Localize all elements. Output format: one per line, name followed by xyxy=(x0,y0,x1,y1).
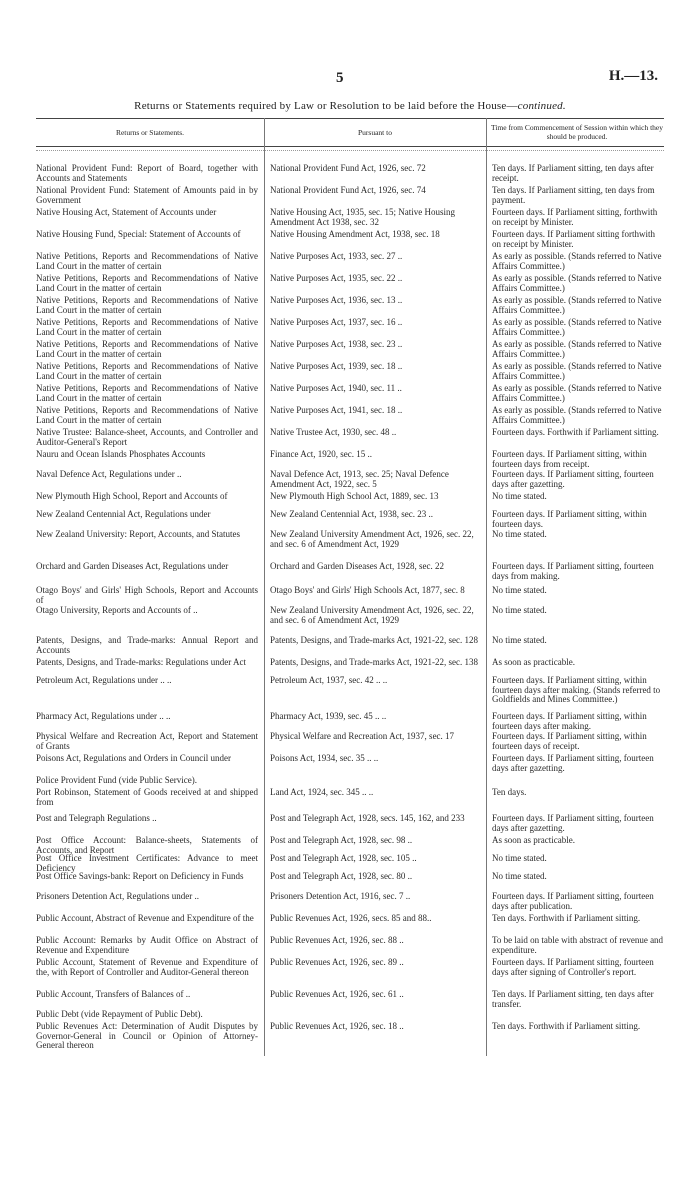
return-cell: Physical Welfare and Recreation Act, Report and Statement of Grants xyxy=(36,731,258,751)
pursuant-cell: Poisons Act, 1934, sec. 35 .. .. xyxy=(270,753,379,763)
pursuant-cell: Physical Welfare and Recreation Act, 1937, sec. 17 xyxy=(270,731,455,741)
time-cell: No time stated. xyxy=(492,491,547,501)
table-row xyxy=(36,274,664,293)
table-row xyxy=(36,186,664,205)
time-cell: Fourteen days. If Parliament sitting, fourteen days after publication. xyxy=(492,891,654,911)
pursuant-cell: Native Housing Act, 1935, sec. 15; Native Housing Amendment Act 1938, sec. 32 xyxy=(270,207,455,227)
return-cell: Public Revenues Act: Determination of Audit Disputes by Governor-General in Council or Opinion of Attorney-General thereon xyxy=(36,1021,258,1051)
return-cell: Post and Telegraph Regulations .. xyxy=(36,813,157,823)
return-cell: Patents, Designs, and Trade-marks: Regulations under Act xyxy=(36,657,246,667)
table-row xyxy=(36,470,664,489)
table-row xyxy=(36,164,664,183)
header-dotted-rule xyxy=(36,150,664,151)
time-cell: No time stated. xyxy=(492,635,547,645)
return-cell: Port Robinson, Statement of Goods received at and shipped from xyxy=(36,787,258,807)
time-cell: No time stated. xyxy=(492,853,547,863)
title-text: Returns or Statements required by Law or Resolution to be laid before the House— xyxy=(134,100,518,112)
return-cell: Post Office Investment Certificates: Advance to meet Deficiency xyxy=(36,853,258,873)
pursuant-cell: New Plymouth High School Act, 1889, sec. 13 xyxy=(270,491,439,501)
table-row xyxy=(36,606,664,625)
header-bottom-rule xyxy=(36,146,664,147)
table-row xyxy=(36,712,664,731)
time-cell: No time stated. xyxy=(492,871,547,881)
time-cell: Fourteen days. If Parliament sitting, within fourteen days from receipt. xyxy=(492,449,647,469)
return-cell: Prisoners Detention Act, Regulations under .. xyxy=(36,891,199,901)
pursuant-cell: Native Purposes Act, 1938, sec. 23 .. xyxy=(270,339,403,349)
table-row xyxy=(36,492,664,502)
table-row xyxy=(36,318,664,337)
return-cell: Post Office Savings-bank: Report on Deficiency in Funds xyxy=(36,871,244,881)
return-cell: Public Account, Abstract of Revenue and Expenditure of the xyxy=(36,913,254,923)
time-cell: Fourteen days. If Parliament sitting forthwith on receipt by Minister. xyxy=(492,229,655,249)
return-cell: Otago Boys' and Girls' High Schools, Report and Accounts of xyxy=(36,585,258,605)
table-row xyxy=(36,754,664,773)
pursuant-cell: Native Purposes Act, 1939, sec. 18 .. xyxy=(270,361,403,371)
return-cell: Patents, Designs, and Trade-marks: Annual Report and Accounts xyxy=(36,635,258,655)
return-cell: National Provident Fund: Report of Board, together with Accounts and Statements xyxy=(36,163,258,183)
column-header-time: Time from Commencement of Session within which they should be produced. xyxy=(491,123,663,141)
time-cell xyxy=(486,1010,664,1020)
return-cell: National Provident Fund: Statement of Amounts paid in by Government xyxy=(36,185,258,205)
column-header-pursuant: Pursuant to xyxy=(358,127,392,137)
pursuant-cell: Public Revenues Act, 1926, sec. 88 .. xyxy=(270,935,404,945)
time-cell xyxy=(486,776,664,786)
table-row xyxy=(36,530,664,549)
time-cell: Ten days. If Parliament sitting, ten days after transfer. xyxy=(492,989,654,1009)
return-cell: Otago University, Reports and Accounts of .. xyxy=(36,605,198,615)
return-cell: Native Petitions, Reports and Recommendations of Native Land Court in the matter of certain xyxy=(36,251,258,271)
table-row xyxy=(36,872,664,882)
pursuant-cell: Native Purposes Act, 1933, sec. 27 .. xyxy=(270,251,403,261)
table-row xyxy=(36,914,664,924)
pursuant-cell: Native Purposes Act, 1936, sec. 13 .. xyxy=(270,295,403,305)
time-cell: Fourteen days. If Parliament sitting, fourteen days after signing of Controller's report. xyxy=(492,957,654,977)
table-row xyxy=(36,428,664,447)
table-row xyxy=(36,1010,664,1020)
table-row xyxy=(36,776,664,786)
time-cell: Ten days. Forthwith if Parliament sitting. xyxy=(492,1021,641,1031)
return-cell: Police Provident Fund (vide Public Service). xyxy=(36,775,197,785)
return-cell: Naval Defence Act, Regulations under .. xyxy=(36,469,182,479)
table-row xyxy=(36,230,664,249)
return-cell: Native Petitions, Reports and Recommendations of Native Land Court in the matter of certain xyxy=(36,317,258,337)
time-cell: Fourteen days. Forthwith if Parliament sitting. xyxy=(492,427,659,437)
time-cell: No time stated. xyxy=(492,529,547,539)
page-number: 5 xyxy=(336,70,344,86)
return-cell: New Plymouth High School, Report and Accounts of xyxy=(36,491,228,501)
pursuant-cell xyxy=(264,776,486,786)
pursuant-cell: Native Purposes Act, 1941, sec. 18 .. xyxy=(270,405,403,415)
time-cell: No time stated. xyxy=(492,605,547,615)
table-row xyxy=(36,658,664,668)
pursuant-cell: Post and Telegraph Act, 1928, secs. 145, 162, and 233 xyxy=(270,813,465,823)
return-cell: Native Trustee: Balance-sheet, Accounts, and Controller and Auditor-General's Report xyxy=(36,427,258,447)
return-cell: Native Petitions, Reports and Recommendations of Native Land Court in the matter of certain xyxy=(36,295,258,315)
pursuant-cell: New Zealand University Amendment Act, 1926, sec. 22, and sec. 6 of Amendment Act, 1929 xyxy=(270,605,474,625)
pursuant-cell: Post and Telegraph Act, 1928, sec. 105 .. xyxy=(270,853,417,863)
pursuant-cell: Public Revenues Act, 1926, sec. 61 .. xyxy=(270,989,404,999)
pursuant-cell: Patents, Designs, and Trade-marks Act, 1921-22, sec. 138 xyxy=(270,657,478,667)
time-cell: Fourteen days. If Parliament sitting, fourteen days after gazetting. xyxy=(492,753,654,773)
time-cell: As early as possible. (Stands referred to Native Affairs Committee.) xyxy=(492,383,662,403)
return-cell: Native Petitions, Reports and Recommendations of Native Land Court in the matter of certain xyxy=(36,361,258,381)
time-cell: As early as possible. (Stands referred to Native Affairs Committee.) xyxy=(492,273,662,293)
return-cell: Public Account, Transfers of Balances of .. xyxy=(36,989,191,999)
table-row xyxy=(36,892,664,911)
time-cell: As soon as practicable. xyxy=(492,657,575,667)
pursuant-cell: Patents, Designs, and Trade-marks Act, 1921-22, sec. 128 xyxy=(270,635,478,645)
time-cell: Ten days. If Parliament sitting, ten days from payment. xyxy=(492,185,655,205)
time-cell: Ten days. Forthwith if Parliament sitting. xyxy=(492,913,641,923)
pursuant-cell: Native Purposes Act, 1940, sec. 11 .. xyxy=(270,383,402,393)
table-row xyxy=(36,362,664,381)
time-cell: Fourteen days. If Parliament sitting, fourteen days after gazetting. xyxy=(492,813,654,833)
table-row xyxy=(36,1022,664,1051)
pursuant-cell: Public Revenues Act, 1926, sec. 18 .. xyxy=(270,1021,404,1031)
time-cell: Fourteen days. If Parliament sitting, within fourteen days. xyxy=(492,509,647,529)
title-continued: continued. xyxy=(517,100,566,112)
time-cell: As early as possible. (Stands referred to Native Affairs Committee.) xyxy=(492,405,662,425)
return-cell: Native Petitions, Reports and Recommendations of Native Land Court in the matter of certain xyxy=(36,273,258,293)
pursuant-cell: Post and Telegraph Act, 1928, sec. 98 .. xyxy=(270,835,413,845)
table-row xyxy=(36,208,664,227)
table-row xyxy=(36,296,664,315)
table-row xyxy=(36,384,664,403)
time-cell: Ten days. xyxy=(492,787,527,797)
table-row xyxy=(36,732,664,751)
return-cell: Native Housing Fund, Special: Statement of Accounts of xyxy=(36,229,241,239)
pursuant-cell: Pharmacy Act, 1939, sec. 45 .. .. xyxy=(270,711,387,721)
time-cell: As early as possible. (Stands referred to Native Affairs Committee.) xyxy=(492,361,662,381)
return-cell: Petroleum Act, Regulations under .. .. xyxy=(36,675,172,685)
table-row xyxy=(36,788,664,807)
return-cell: New Zealand University: Report, Accounts, and Statutes xyxy=(36,529,240,539)
return-cell: Nauru and Ocean Islands Phosphates Accounts xyxy=(36,449,206,459)
table-row xyxy=(36,676,664,705)
pursuant-cell: Public Revenues Act, 1926, sec. 89 .. xyxy=(270,957,404,967)
time-cell: Fourteen days. If Parliament sitting, forthwith on receipt by Minister. xyxy=(492,207,658,227)
pursuant-cell: Petroleum Act, 1937, sec. 42 .. .. xyxy=(270,675,388,685)
time-cell: As early as possible. (Stands referred to Native Affairs Committee.) xyxy=(492,339,662,359)
pursuant-cell: Finance Act, 1920, sec. 15 .. xyxy=(270,449,372,459)
document-code: H.—13. xyxy=(608,68,658,84)
pursuant-cell: Naval Defence Act, 1913, sec. 25; Naval Defence Amendment Act, 1922, sec. 5 xyxy=(270,469,449,489)
time-cell: Fourteen days. If Parliament sitting, within fourteen days after making. (Stands referred to Goldfields and Mines Committee.) xyxy=(492,675,661,705)
time-cell: Ten days. If Parliament sitting, ten days after receipt. xyxy=(492,163,654,183)
table-row xyxy=(36,340,664,359)
return-cell: Public Debt (vide Repayment of Public Debt). xyxy=(36,1009,203,1019)
table-row xyxy=(36,252,664,271)
return-cell: Pharmacy Act, Regulations under .. .. xyxy=(36,711,171,721)
table-row xyxy=(36,450,664,469)
return-cell: Native Petitions, Reports and Recommendations of Native Land Court in the matter of certain xyxy=(36,383,258,403)
table-row xyxy=(36,636,664,655)
pursuant-cell: New Zealand University Amendment Act, 1926, sec. 22, and sec. 6 of Amendment Act, 1929 xyxy=(270,529,474,549)
pursuant-cell: Native Housing Amendment Act, 1938, sec. 18 xyxy=(270,229,440,239)
pursuant-cell: National Provident Fund Act, 1926, sec. 72 xyxy=(270,163,426,173)
return-cell: Native Petitions, Reports and Recommendations of Native Land Court in the matter of certain xyxy=(36,339,258,359)
pursuant-cell: Prisoners Detention Act, 1916, sec. 7 .. xyxy=(270,891,411,901)
time-cell: To be laid on table with abstract of revenue and expenditure. xyxy=(492,935,664,955)
time-cell: As early as possible. (Stands referred to Native Affairs Committee.) xyxy=(492,317,662,337)
pursuant-cell: Land Act, 1924, sec. 345 .. .. xyxy=(270,787,374,797)
table-row xyxy=(36,958,664,977)
time-cell: As early as possible. (Stands referred to Native Affairs Committee.) xyxy=(492,251,662,271)
column-header-returns: Returns or Statements. xyxy=(115,127,185,137)
table-row xyxy=(36,586,664,605)
time-cell: As soon as practicable. xyxy=(492,835,575,845)
time-cell: No time stated. xyxy=(492,585,547,595)
return-cell: Poisons Act, Regulations and Orders in Council under xyxy=(36,753,231,763)
pursuant-cell: National Provident Fund Act, 1926, sec. 74 xyxy=(270,185,426,195)
pursuant-cell: Post and Telegraph Act, 1928, sec. 80 .. xyxy=(270,871,413,881)
pursuant-cell: Native Purposes Act, 1937, sec. 16 .. xyxy=(270,317,403,327)
time-cell: Fourteen days. If Parliament sitting, fourteen days after gazetting. xyxy=(492,469,654,489)
table-row xyxy=(36,814,664,833)
return-cell: Native Petitions, Reports and Recommendations of Native Land Court in the matter of certain xyxy=(36,405,258,425)
pursuant-cell: Orchard and Garden Diseases Act, 1928, sec. 22 xyxy=(270,561,444,571)
return-cell: Native Housing Act, Statement of Accounts under xyxy=(36,207,217,217)
return-cell: Orchard and Garden Diseases Act, Regulations under xyxy=(36,561,229,571)
pursuant-cell: Native Trustee Act, 1930, sec. 48 .. xyxy=(270,427,397,437)
table-row xyxy=(36,510,664,529)
return-cell: Public Account, Statement of Revenue and Expenditure of the, with Report of Controller and Auditor-General thereon xyxy=(36,957,258,977)
pursuant-cell: Public Revenues Act, 1926, secs. 85 and 88.. xyxy=(270,913,432,923)
time-cell: Fourteen days. If Parliament sitting, within fourteen days of receipt. xyxy=(492,731,647,751)
time-cell: As early as possible. (Stands referred to Native Affairs Committee.) xyxy=(492,295,662,315)
time-cell: Fourteen days. If Parliament sitting, fourteen days from making. xyxy=(492,561,654,581)
return-cell: New Zealand Centennial Act, Regulations under xyxy=(36,509,211,519)
table-row xyxy=(36,990,664,1009)
table-row xyxy=(36,406,664,425)
pursuant-cell xyxy=(264,1010,486,1020)
pursuant-cell: Native Purposes Act, 1935, sec. 22 .. xyxy=(270,273,403,283)
pursuant-cell: New Zealand Centennial Act, 1938, sec. 23 .. xyxy=(270,509,433,519)
page-title xyxy=(36,100,664,112)
return-cell: Public Account: Remarks by Audit Office on Abstract of Revenue and Expenditure xyxy=(36,935,258,955)
time-cell: Fourteen days. If Parliament sitting, within fourteen days after making. xyxy=(492,711,647,731)
table-row xyxy=(36,562,664,581)
pursuant-cell: Otago Boys' and Girls' High Schools Act, 1877, sec. 8 xyxy=(270,585,465,595)
return-cell: Post Office Account: Balance-sheets, Statements of Accounts, and Report xyxy=(36,835,258,855)
table-row xyxy=(36,936,664,955)
